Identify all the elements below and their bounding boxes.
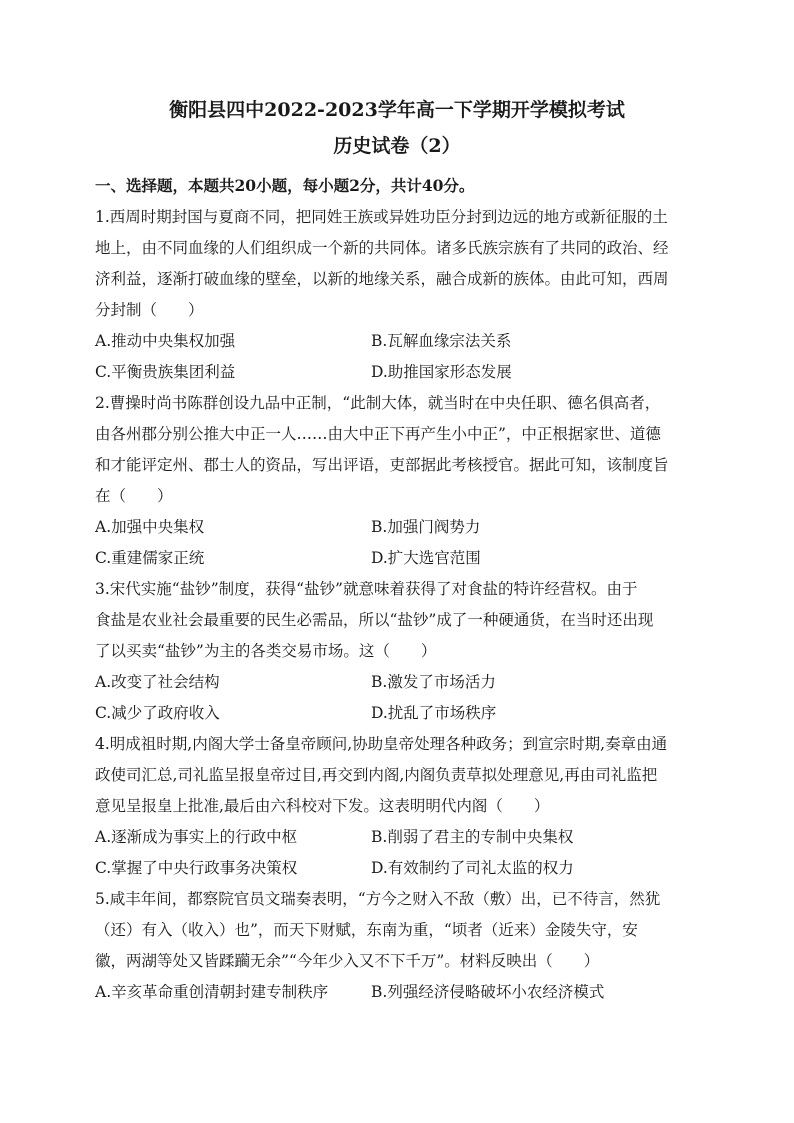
option-c: C.减少了政府收入 <box>95 704 220 722</box>
exam-subtitle: 历史试卷（2） <box>333 135 461 157</box>
option-row <box>95 857 705 879</box>
option-d: D.助推国家形态发展 <box>371 363 512 381</box>
option-b: B.激发了市场活力 <box>371 673 496 691</box>
option-row <box>95 826 705 848</box>
question-line: 由各州郡分别公推大中正一人……由大中正下再产生小中正”，中正根据家世、道德 <box>95 425 661 443</box>
option-row <box>95 330 705 352</box>
question-line: 徽，两湖等处又皆蹂躏无余”“今年少入又不下千万”。材料反映出（ ） <box>95 952 600 970</box>
option-c: C.掌握了中央行政事务决策权 <box>95 859 298 877</box>
option-row <box>95 981 705 1003</box>
question-line: 5.咸丰年间，都察院官员文瑞奏表明，“方今之财入不敌（敷）出，已不待言，然犹 <box>95 890 661 908</box>
option-d: D.扰乱了市场秩序 <box>371 704 497 722</box>
question-line: 4.明成祖时期,内阁大学士备皇帝顾问,协助皇帝处理各种政务；到宣宗时期,奏章由通 <box>95 735 668 753</box>
option-row <box>95 516 705 538</box>
question-line: 了以买卖“盐钞”为主的各类交易市场。这（ ） <box>95 642 437 660</box>
question-line: 意见呈报皇上批准,最后由六科校对下发。这表明明代内阁（ ） <box>95 797 550 815</box>
option-a: A.辛亥革命重创清朝封建专制秩序 <box>95 983 329 1001</box>
option-d: D.有效制约了司礼太监的权力 <box>371 859 574 877</box>
question-line: 1.西周时期封国与夏商不同，把同姓王族或异姓功臣分封到边远的地方或新征服的土 <box>95 208 668 226</box>
option-b: B.列强经济侵略破坏小农经济模式 <box>371 983 605 1001</box>
option-b: B.加强门阀势力 <box>371 518 481 536</box>
option-a: A.改变了社会结构 <box>95 673 220 691</box>
question-line: 2.曹操时尚书陈群创设九品中正制，“此制大体，就当时在中央任职、德名俱高者， <box>95 394 661 412</box>
question-line: 地上，由不同血缘的人们组织成一个新的共同体。诸多氏族宗族有了共同的政治、经 <box>95 239 669 257</box>
question-line: 3.宋代实施“盐钞”制度，获得“盐钞”就意味着获得了对食盐的特许经营权。由于 <box>95 580 638 598</box>
option-c: C.重建儒家正统 <box>95 549 205 567</box>
option-b: B.削弱了君主的专制中央集权 <box>371 828 574 846</box>
option-a: A.推动中央集权加强 <box>95 332 236 350</box>
question-line: 食盐是农业社会最重要的民生必需品，所以“盐钞”成了一种硬通货，在当时还出现 <box>95 611 654 629</box>
question-line: 分封制（ ） <box>95 301 204 319</box>
question-line: 政使司汇总,司礼监呈报皇帝过目,再交到内阁,内阁负责草拟处理意见,再由司礼监把 <box>95 766 658 784</box>
section-heading: 一、选择题，本题共20小题，每小题2分，共计40分。 <box>95 176 475 195</box>
option-d: D.扩大选官范围 <box>371 549 481 567</box>
question-line: 和才能评定州、郡士人的资品，写出评语，吏部据此考核授官。据此可知，该制度旨 <box>95 456 669 474</box>
option-row <box>95 547 705 569</box>
question-line: （还）有入（收入）也”，而天下财赋，东南为重，“顷者（近来）金陵失守，安 <box>95 921 638 939</box>
option-a: A.逐渐成为事实上的行政中枢 <box>95 828 298 846</box>
option-row <box>95 361 705 383</box>
question-line: 济利益，逐渐打破血缘的壁垒，以新的地缘关系，融合成新的族体。由此可知，西周 <box>95 270 669 288</box>
exam-title: 衡阳县四中2022-2023学年高一下学期开学模拟考试 <box>169 99 625 121</box>
option-row <box>95 671 705 693</box>
option-b: B.瓦解血缘宗法关系 <box>371 332 512 350</box>
question-line: 在（ ） <box>95 487 173 505</box>
option-c: C.平衡贵族集团利益 <box>95 363 236 381</box>
option-a: A.加强中央集权 <box>95 518 205 536</box>
option-row <box>95 702 705 724</box>
